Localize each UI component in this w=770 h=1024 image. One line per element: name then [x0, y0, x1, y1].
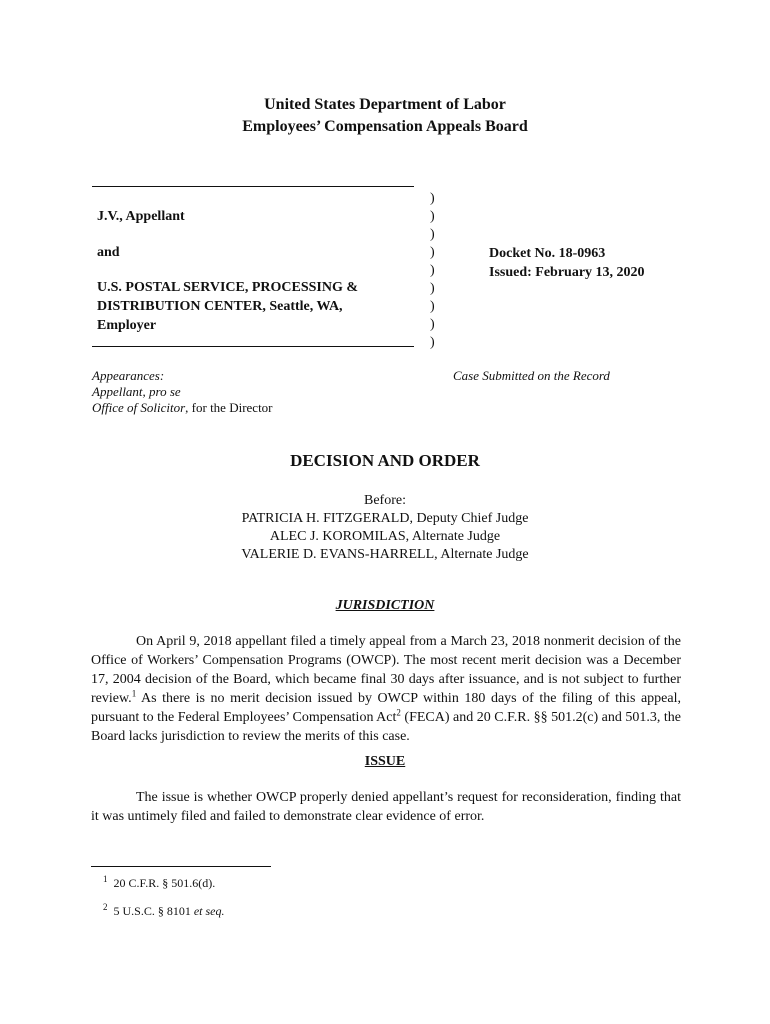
footnote-ref-1[interactable]: 1 [131, 688, 137, 699]
caption-employer [97, 278, 358, 335]
jurisdiction-text-2: As there is no merit decision issued by OWCP within 180 days of the filing of this appeal, pursuant to the Federal Employees’ Compensation Act [91, 691, 681, 725]
case-submitted-note: Case Submitted on the Record [453, 368, 610, 383]
footnote-1-number: 1 [103, 874, 108, 884]
caption-top-rule [92, 186, 414, 187]
footnote-2 [103, 904, 225, 919]
caption-appellant: J.V., Appellant [97, 209, 185, 224]
header-board: Employees’ Compensation Appeals Board [242, 118, 528, 135]
decision-title: DECISION AND ORDER [290, 451, 480, 470]
caption-bottom-rule [92, 346, 414, 347]
solicitor-label: Office of Solicitor [92, 400, 186, 415]
appearances-solicitor [92, 400, 273, 416]
docket-number: Docket No. 18-0963 [489, 246, 606, 261]
solicitor-rest: , for the Director [185, 400, 273, 415]
before-label: Before: [364, 493, 406, 508]
footnote-rule [91, 866, 271, 867]
issued-date: Issued: February 13, 2020 [489, 265, 645, 280]
jurisdiction-paragraph [91, 632, 681, 746]
judge-1: PATRICIA H. FITZGERALD, Deputy Chief Judge [241, 511, 529, 526]
footnote-2-et-seq: et seq. [193, 904, 225, 918]
panel-block [0, 492, 770, 564]
footnote-2-text: 5 U.S.C. § 8101 [113, 904, 194, 918]
appearances-block [92, 368, 273, 416]
judge-3: VALERIE D. EVANS-HARRELL, Alternate Judge [241, 547, 529, 562]
footnote-ref-2[interactable]: 2 [396, 707, 401, 718]
appearances-appellant: Appellant, pro se [92, 384, 181, 399]
footnote-2-number: 2 [103, 902, 108, 912]
header-agency: United States Department of Labor [264, 96, 506, 113]
footnote-1-text: 20 C.F.R. § 501.6(d). [113, 876, 216, 890]
document-header [0, 94, 770, 138]
issue-heading: ISSUE [364, 754, 406, 769]
issue-paragraph [91, 788, 681, 826]
employer-line-2: DISTRIBUTION CENTER, Seattle, WA, [97, 299, 343, 314]
employer-line-1: U.S. POSTAL SERVICE, PROCESSING & [97, 280, 359, 295]
caption-parenthesis-column: ) ) ) ) ) ) ) ) ) [430, 191, 435, 350]
jurisdiction-text-1: On April 9, 2018 appellant filed a timely appeal from a March 23, 2018 nonmerit decision of the Office of Workers’ Compensation Programs (OWCP). The most recent merit decision was a December 17, 2004 decision of the Board, which became final 30 days after issuance, and is not subject to further review. [91, 634, 681, 706]
employer-line-3: Employer [97, 318, 157, 333]
footnote-1 [103, 876, 215, 891]
judge-2: ALEC J. KOROMILAS, Alternate Judge [269, 529, 501, 544]
caption-and: and [97, 245, 120, 260]
appearances-label: Appearances: [92, 368, 165, 383]
docket-block [489, 244, 645, 282]
jurisdiction-text-3: (FECA) and 20 C.F.R. §§ 501.2(c) and 501.3, the Board lacks jurisdiction to review the merits of this case. [91, 710, 682, 744]
jurisdiction-heading: JURISDICTION [335, 598, 435, 613]
issue-text: The issue is whether OWCP properly denied appellant’s request for reconsideration, finding that it was untimely filed and failed to demonstrate clear evidence of error. [91, 790, 681, 824]
